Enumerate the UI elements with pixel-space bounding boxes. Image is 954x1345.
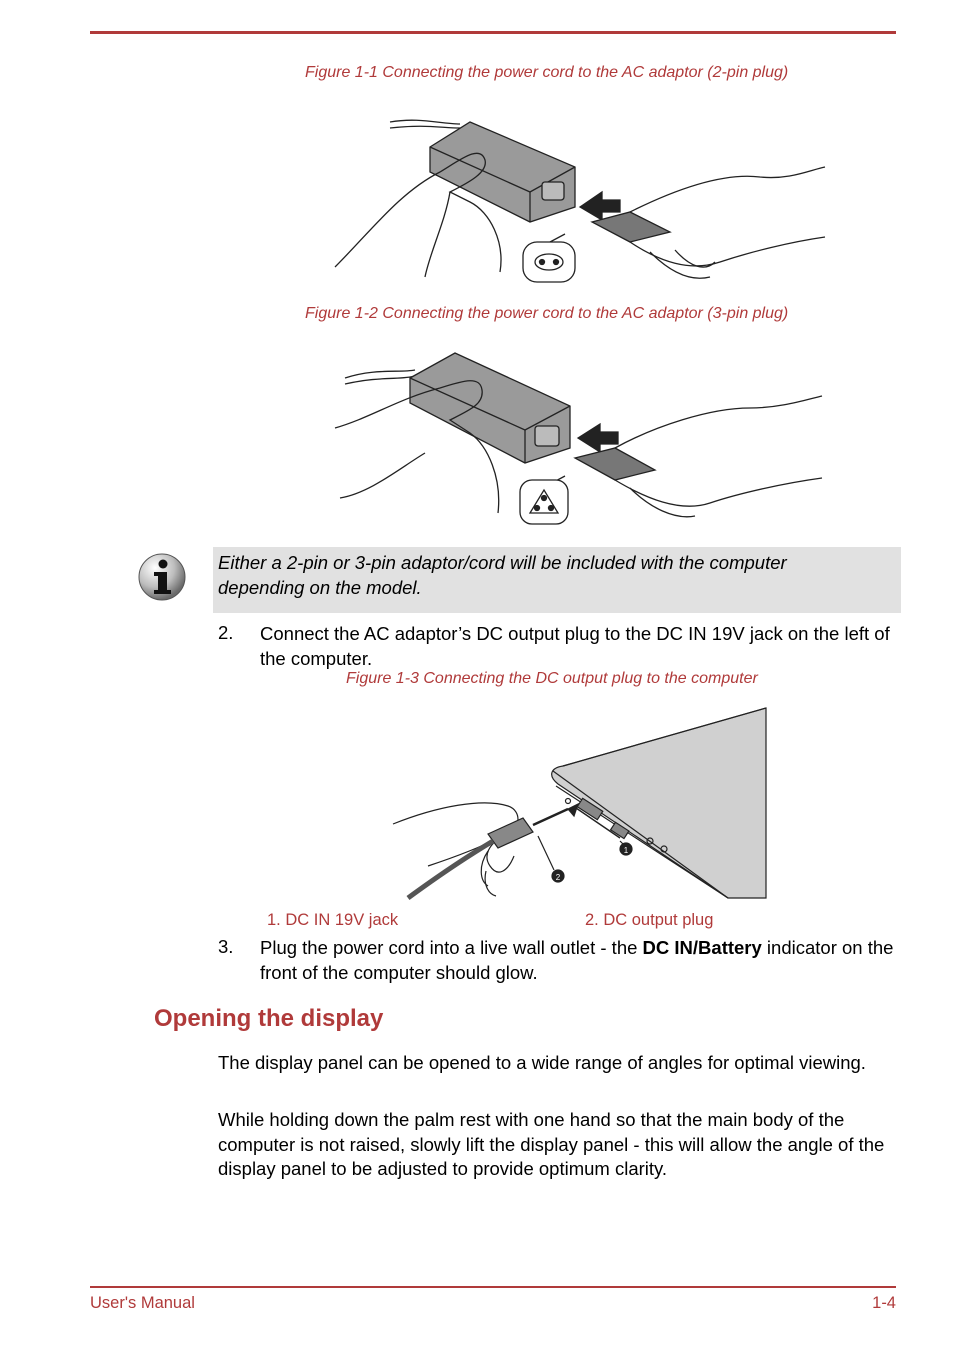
dc-in-battery-label: DC IN/Battery bbox=[642, 937, 762, 958]
label-dc-output-plug: 2. DC output plug bbox=[585, 911, 714, 929]
footer-page-number: 1-4 bbox=[872, 1294, 896, 1312]
step-2-number: 2. bbox=[218, 622, 234, 643]
section-heading: Opening the display bbox=[154, 1005, 384, 1032]
info-icon bbox=[137, 552, 187, 602]
figure-1-2-caption: Figure 1-2 Connecting the power cord to the AC adaptor (3-pin plug) bbox=[305, 305, 789, 322]
section-paragraph-2: While holding down the palm rest with one hand so that the main body of the computer is not raised, slowly lift the display panel - this will allow the angle of the display panel to be adjusted to provide optimum clarity. bbox=[218, 1109, 885, 1179]
label-dc-in-jack: 1. DC IN 19V jack bbox=[267, 911, 399, 929]
header-rule bbox=[90, 31, 896, 34]
step-3-text-before: Plug the power cord into a live wall outlet - the bbox=[260, 937, 643, 958]
figure-1-3-caption: Figure 1-3 Connecting the DC output plug to the computer bbox=[346, 670, 758, 687]
section-paragraph-1: The display panel can be opened to a wide range of angles for optimal viewing. bbox=[218, 1052, 866, 1073]
footer-left: User's Manual bbox=[90, 1294, 195, 1312]
step-2-text: Connect the AC adaptor’s DC output plug to the DC IN 19V jack on the left of the computer. bbox=[260, 623, 890, 669]
step-3-text bbox=[260, 936, 900, 985]
figure-1-1-illustration bbox=[330, 112, 830, 284]
figure-1-2-illustration bbox=[330, 348, 830, 528]
callout-1: 1 bbox=[623, 846, 629, 855]
callout-2: 2 bbox=[555, 873, 561, 882]
note-text: Either a 2-pin or 3-pin adaptor/cord will be included with the computer depending on the model. bbox=[218, 552, 787, 598]
step-3-text-after: indicator on the front of the computer should glow. bbox=[260, 937, 894, 983]
figure-1-3-illustration bbox=[388, 706, 768, 902]
footer-rule bbox=[90, 1286, 896, 1288]
step-3-number: 3. bbox=[218, 936, 234, 957]
figure-1-1-caption: Figure 1-1 Connecting the power cord to the AC adaptor (2-pin plug) bbox=[305, 64, 789, 81]
